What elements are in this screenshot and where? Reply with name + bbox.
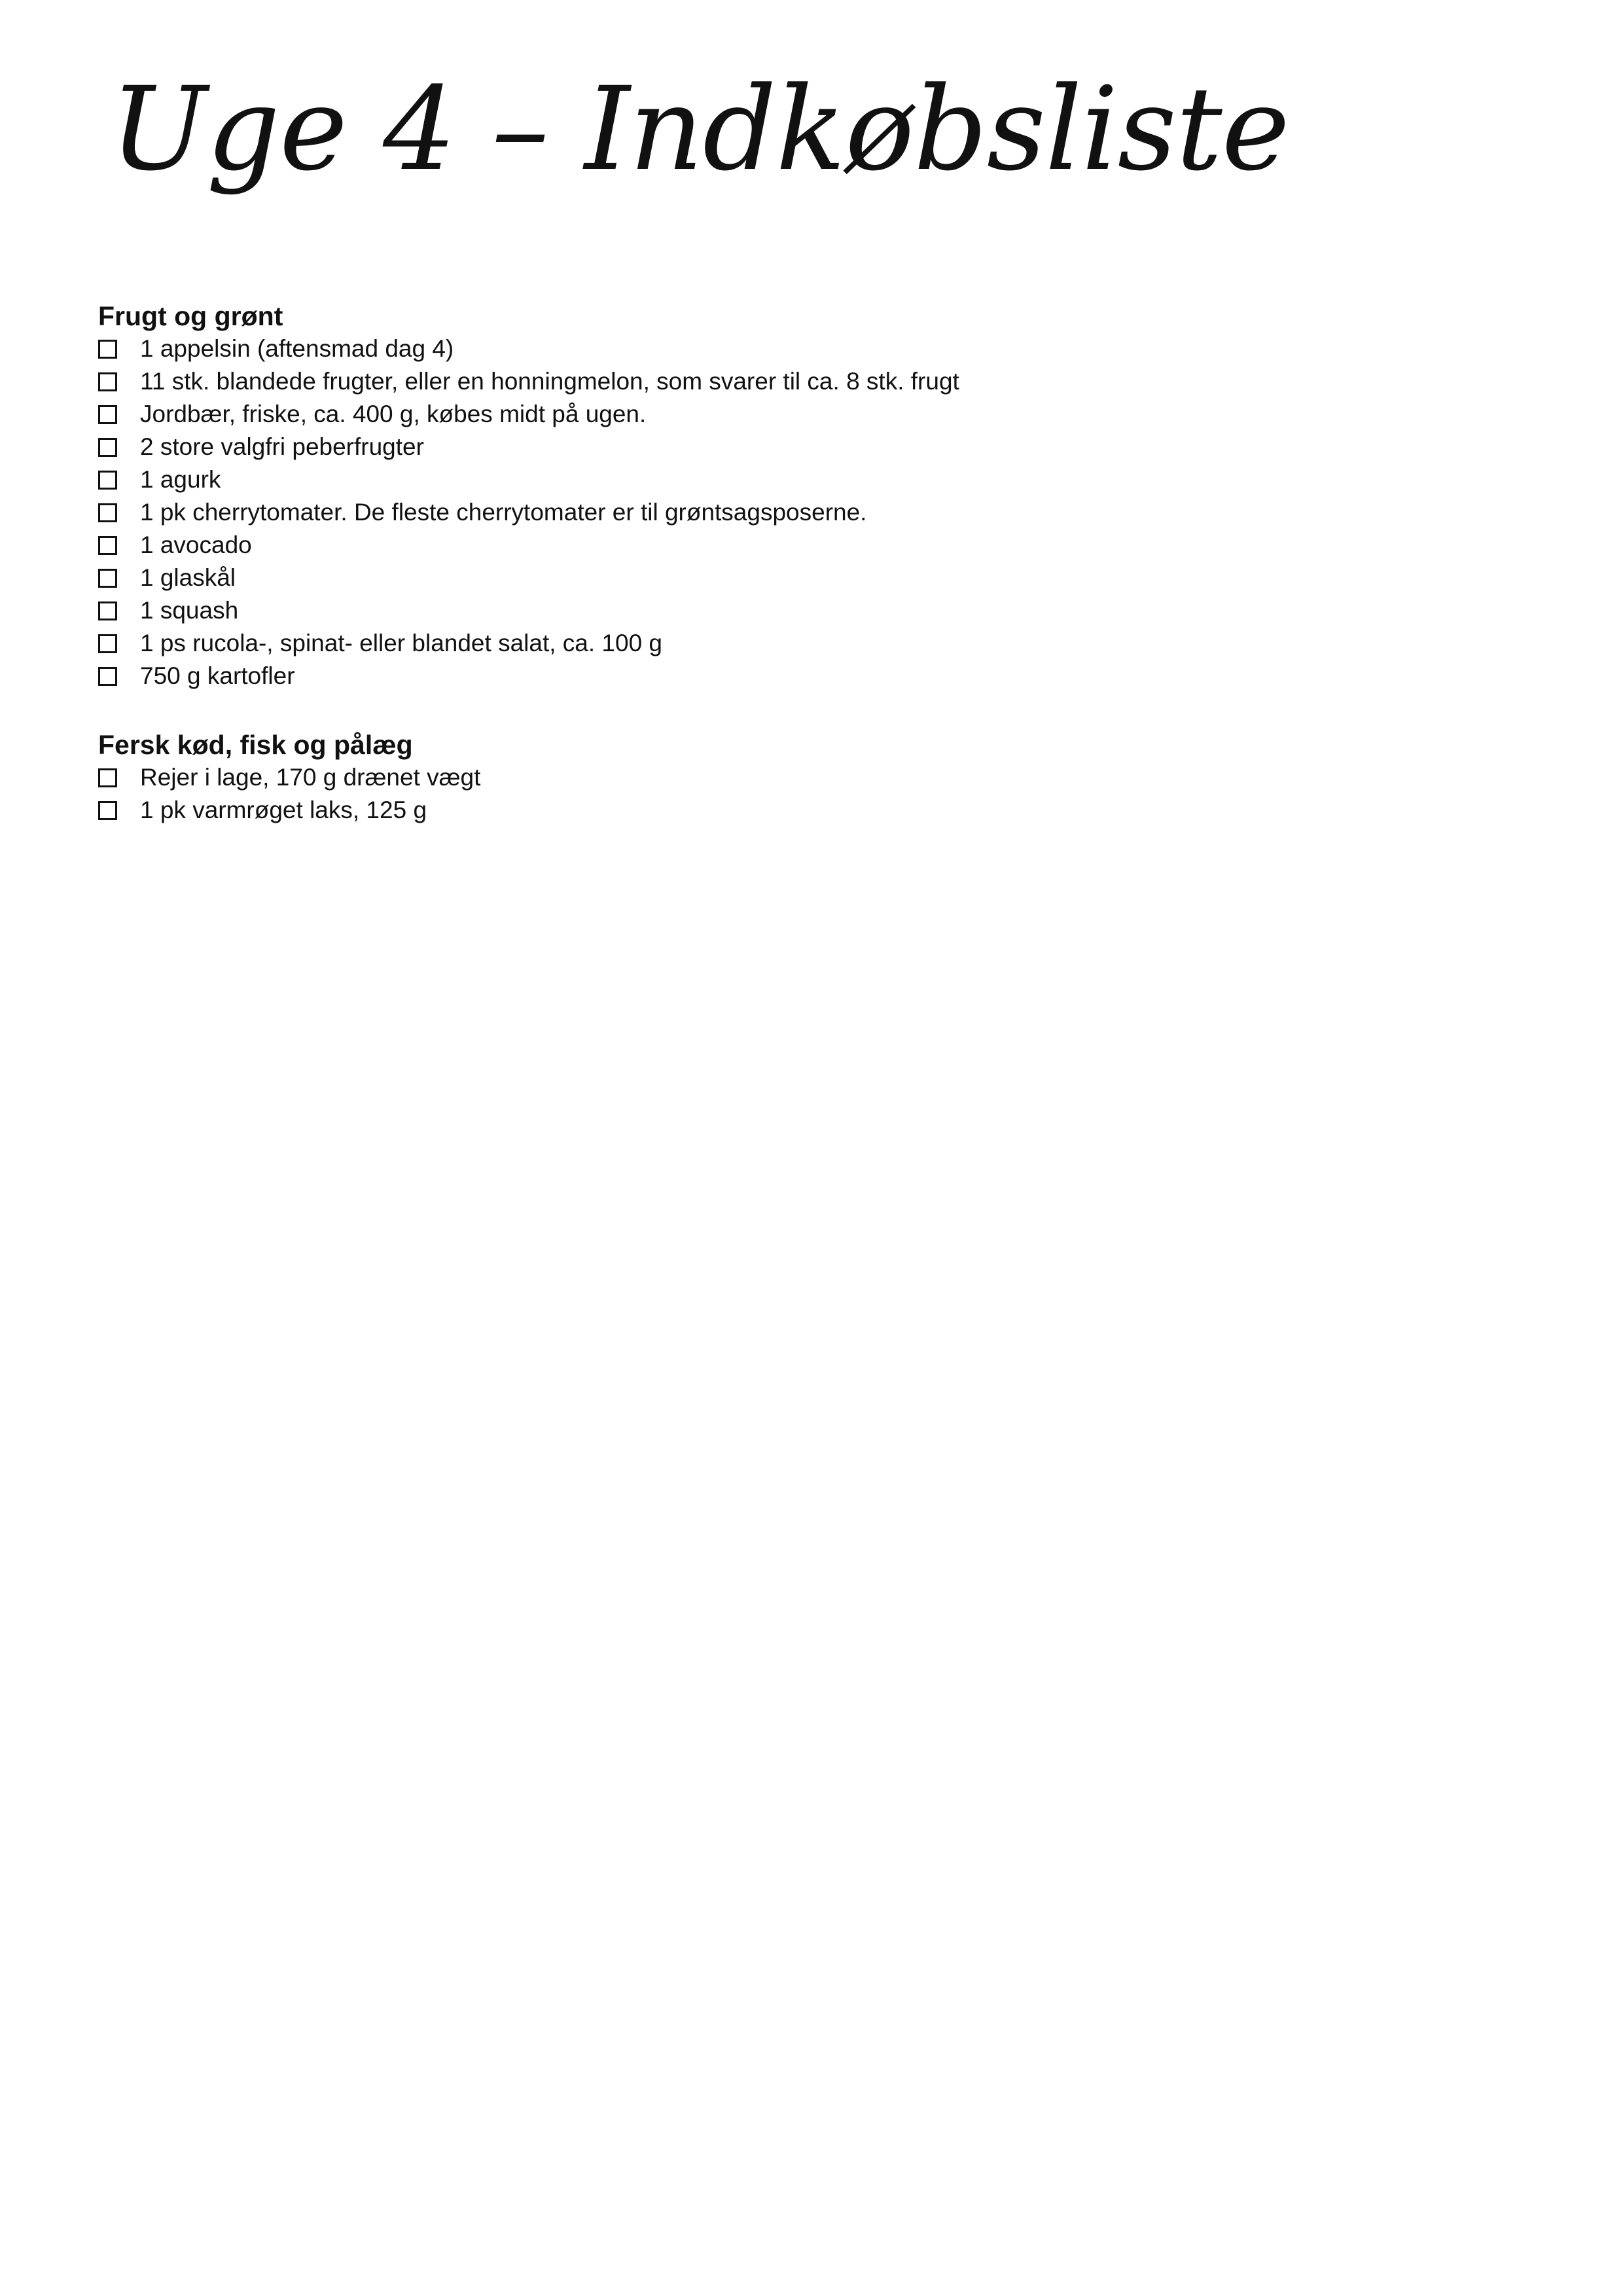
checkbox[interactable] bbox=[98, 768, 117, 787]
list-item bbox=[98, 794, 480, 827]
list-item bbox=[98, 562, 959, 594]
list-item bbox=[98, 431, 959, 463]
list-item bbox=[98, 594, 959, 627]
section-heading: Frugt og grønt bbox=[98, 301, 283, 331]
list-item-label: 1 agurk bbox=[140, 466, 221, 493]
checkbox[interactable] bbox=[98, 372, 117, 391]
checkbox[interactable] bbox=[98, 405, 117, 424]
checkbox[interactable] bbox=[98, 634, 117, 653]
section-fruit-and-vegetables bbox=[98, 300, 959, 692]
shopping-list bbox=[98, 761, 480, 827]
list-item-label: 2 store valgfri peberfrugter bbox=[140, 433, 424, 460]
list-item-label: 1 pk cherrytomater. De fleste cherrytomater er til grøntsagsposerne. bbox=[140, 499, 867, 526]
list-item bbox=[98, 496, 959, 529]
checkbox[interactable] bbox=[98, 801, 117, 820]
list-item-label: 1 pk varmrøget laks, 125 g bbox=[140, 797, 427, 823]
list-item-label: Rejer i lage, 170 g drænet vægt bbox=[140, 764, 481, 791]
list-item bbox=[98, 529, 959, 562]
list-item-label: Jordbær, friske, ca. 400 g, købes midt på ugen. bbox=[140, 401, 647, 427]
list-item-label: 1 squash bbox=[140, 597, 239, 624]
list-item bbox=[98, 761, 480, 794]
checkbox[interactable] bbox=[98, 503, 117, 522]
list-item bbox=[98, 332, 959, 365]
page-title: Uge 4 – Indkøbsliste bbox=[110, 62, 1289, 196]
list-item-label: 750 g kartofler bbox=[140, 662, 295, 689]
checkbox[interactable] bbox=[98, 536, 117, 555]
checkbox[interactable] bbox=[98, 471, 117, 490]
list-item-label: 1 appelsin (aftensmad dag 4) bbox=[140, 335, 454, 362]
checkbox[interactable] bbox=[98, 667, 117, 686]
list-item bbox=[98, 660, 959, 692]
list-item bbox=[98, 463, 959, 496]
checkbox[interactable] bbox=[98, 438, 117, 457]
shopping-list bbox=[98, 332, 959, 692]
list-item-label: 1 ps rucola-, spinat- eller blandet salat, ca. 100 g bbox=[140, 630, 663, 656]
section-meat-fish-and-cold-cuts bbox=[98, 728, 480, 827]
checkbox[interactable] bbox=[98, 569, 117, 588]
section-heading: Fersk kød, fisk og pålæg bbox=[98, 730, 413, 760]
list-item-label: 1 glaskål bbox=[140, 564, 236, 591]
checkbox[interactable] bbox=[98, 340, 117, 359]
list-item bbox=[98, 365, 959, 398]
list-item bbox=[98, 627, 959, 660]
list-item-label: 1 avocado bbox=[140, 531, 252, 558]
list-item bbox=[98, 398, 959, 431]
checkbox[interactable] bbox=[98, 601, 117, 620]
list-item-label: 11 stk. blandede frugter, eller en honningmelon, som svarer til ca. 8 stk. frugt bbox=[140, 368, 959, 395]
